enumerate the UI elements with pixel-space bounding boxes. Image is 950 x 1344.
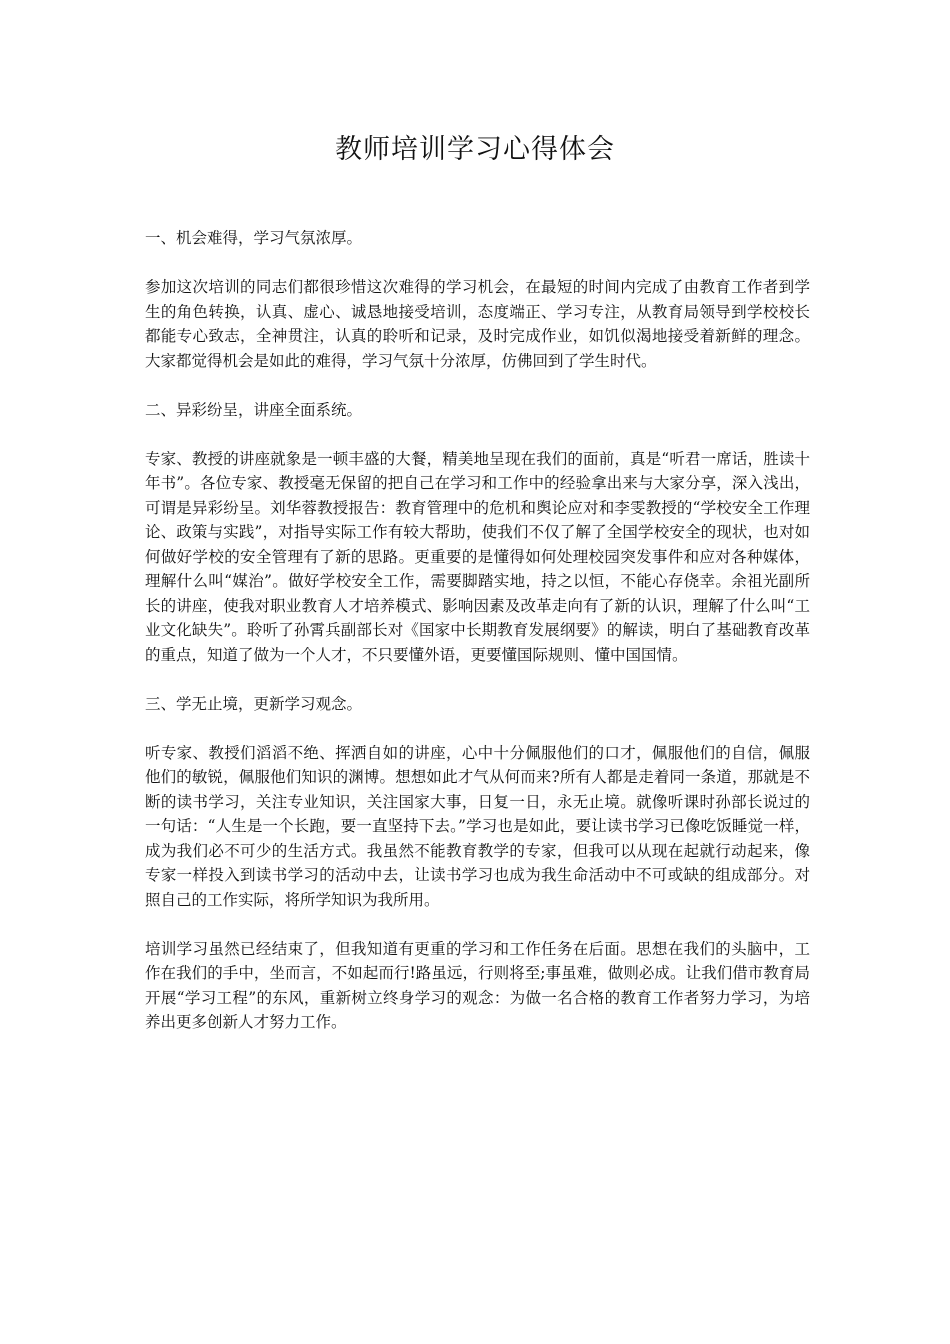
section-3-paragraph: 听专家、教授们滔滔不绝、挥洒自如的讲座，心中十分佩服他们的口才，佩服他们的自信，佩服他们的敏锐，佩服他们知识的渊博。想想如此才气从何而来?所有人都是走着同一条道，那就是不断的读书学习，关注专业知识，关注国家大事，日复一日，永无止境。就像听课时孙部长说过的一句话：“人生是一个长跑，要一直坚持下去。”学习也是如此，要让读书学习已像吃饭睡觉一样，成为我们必不可少的生活方式。我虽然不能教育教学的专家，但我可以从现在起就行动起来，像专家一样投入到读书学习的活动中去，让读书学习也成为我生命活动中不可或缺的组成部分。对照自己的工作实际，将所学知识为我所用。 [145,743,810,909]
document-title: 教师培训学习心得体会 [335,134,615,165]
section-1-heading: 一、机会难得，学习气氛浓厚。 [145,229,363,247]
document-body [145,226,810,1059]
section-1-paragraph: 参加这次培训的同志们都很珍惜这次难得的学习机会，在最短的时间内完成了由教育工作者到学生的角色转换，认真、虚心、诚恳地接受培训，态度端正、学习专注，从教育局领导到学校校长都能专心致志，全神贯注，认真的聆听和记录，及时完成作业，如饥似渴地接受着新鲜的理念。大家都觉得机会是如此的难得，学习气氛十分浓厚，仿佛回到了学生时代。 [145,278,810,370]
section-3-heading: 三、学无止境，更新学习观念。 [145,694,363,713]
section-2-paragraph: 专家、教授的讲座就象是一顿丰盛的大餐，精美地呈现在我们的面前，真是“听君一席话，胜读十年书”。各位专家、教授毫无保留的把自己在学习和工作中的经验拿出来与大家分享，深入浅出，可谓是异彩纷呈。刘华蓉教授报告：教育管理中的危机和舆论应对和李雯教授的“学校安全工作理论、政策与实践”，对指导实际工作有较大帮助，使我们不仅了解了全国学校安全的现状，也对如何做好学校的安全管理有了新的思路。更重要的是懂得如何处理校园突发事件和应对各种媒体，理解什么叫“媒治”。做好学校安全工作，需要脚踏实地，持之以恒，不能心存侥幸。余祖光副所长的讲座，使我对职业教育人才培养模式、影响因素及改革走向有了新的认识，理解了什么叫“工业文化缺失”。聆听了孙霄兵副部长对《国家中长期教育发展纲要》的解读，明白了基础教育改革的重点，知道了做为一个人才，不只要懂外语，更要懂国际规则、懂中国国情。 [145,449,810,664]
section-2-heading: 二、异彩纷呈，讲座全面系统。 [145,400,363,419]
closing-paragraph: 培训学习虽然已经结束了，但我知道有更重的学习和工作任务在后面。思想在我们的头脑中，工作在我们的手中，坐而言，不如起而行!路虽远，行则将至;事虽难，做则必成。让我们借市教育局开展“学习工程”的东风，重新树立终身学习的观念：为做一名合格的教育工作者努力学习，为培养出更多创新人才努力工作。 [145,939,810,1031]
